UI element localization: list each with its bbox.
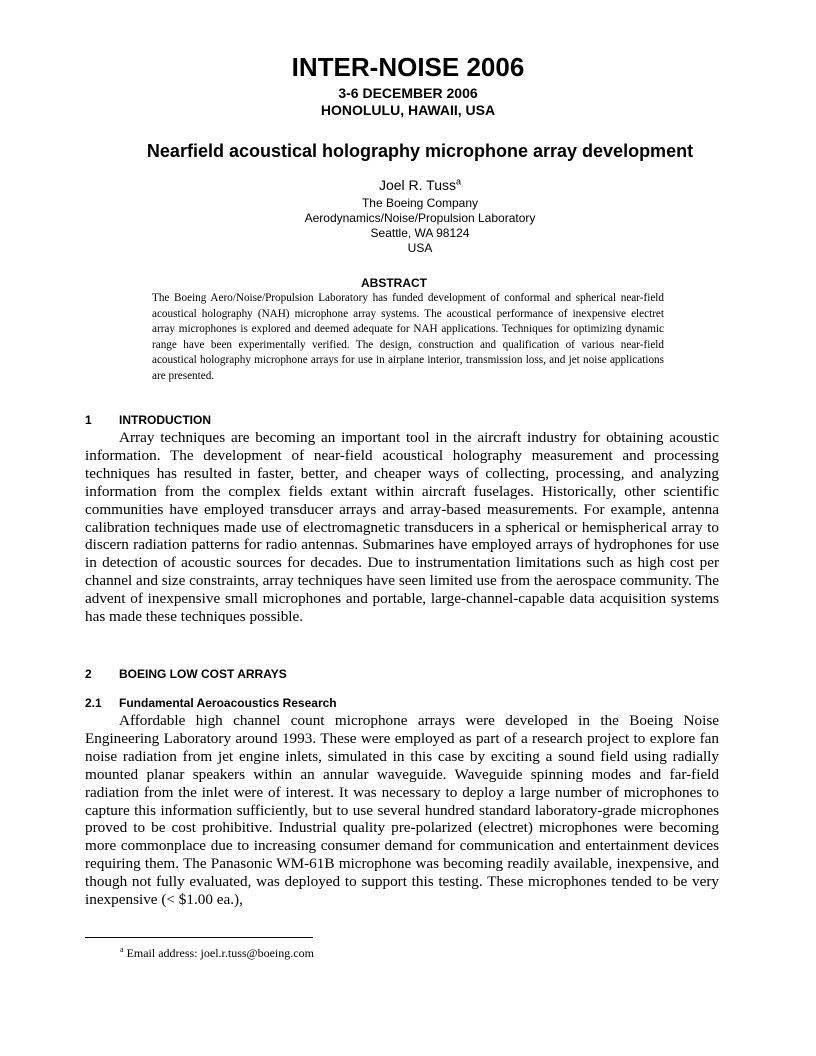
author-footnote-marker: a (456, 176, 462, 187)
paper-title: Nearfield acoustical holography microphone array development (146, 141, 694, 161)
conference-date: 3-6 DECEMBER 2006 (338, 85, 478, 101)
conference-location: HONOLULU, HAWAII, USA (320, 102, 496, 118)
abstract-heading: ABSTRACT (361, 276, 427, 290)
footnote (120, 946, 314, 960)
author-line (0, 176, 816, 194)
section-title: BOEING LOW COST ARRAYS (119, 667, 287, 681)
introduction-paragraph: Array techniques are becoming an important tool in the aircraft industry for obtaining acoustic information. The development of near-field acoustical holography measurement and processing techniques has resulted in faster, better, and cheaper ways of collecting, processing, and analyzing information from the complex fields extant within aircraft fuselages. Historically, other scientific communities have employed transducer arrays and array-based measurements. For example, antenna calibration techniques made use of electromagnetic transducers in a spherical or hemispherical array to discern radiation patterns for radio antennas. Submarines have employed arrays of hydrophones for use in detection of acoustic sources for decades. Due to instrumentation limitations such as high cost per channel and size constraints, array techniques have seen limited use from the aerospace community. The advent of inexpensive small microphones and portable, large-channel-capable data acquisition systems has made these techniques possible. (85, 429, 719, 626)
abstract-text: The Boeing Aero/Noise/Propulsion Laboratory has funded development of conformal and spherical near-field acoustical holography (NAH) microphone array systems. The acoustical performance of inexpensive electret array microphones is explored and deemed adequate for NAH applications. Techniques for optimizing dynamic range have been experimentally verified. The design, construction and qualification of various near-field acoustical holography microphone arrays for use in airplane interior, transmission loss, and jet noise applications are presented. (152, 292, 664, 382)
section-heading-introduction (85, 413, 211, 427)
conference-title: INTER-NOISE 2006 (291, 52, 525, 82)
section-title: INTRODUCTION (119, 413, 211, 427)
footnote-divider (85, 937, 313, 938)
footnote-marker: a (120, 945, 124, 954)
section-heading-low-cost-arrays (85, 667, 287, 681)
subsection-title: Fundamental Aeroacoustics Research (119, 696, 337, 710)
affiliation-lab: Aerodynamics/Noise/Propulsion Laboratory (304, 211, 536, 225)
affiliation-country: USA (407, 241, 433, 255)
section-number: 1 (85, 413, 92, 427)
affiliation-company: The Boeing Company (361, 196, 479, 210)
subsection-heading-fundamental-research (85, 696, 337, 710)
fundamental-research-paragraph: Affordable high channel count microphone arrays were developed in the Boeing Noise Engineering Laboratory around 1993. These were employed as part of a research project to explore fan noise radiation from jet engine inlets, simulated in this case by exciting a sound field using radially mounted planar speakers within an annular waveguide. Waveguide spinning modes and far-field radiation from the inlet were of interest. It was necessary to deploy a large number of microphones to capture this information sufficiently, but to use several hundred standard laboratory-grade microphones proved to be cost prohibitive. Industrial quality pre-polarized (electret) microphones were becoming more commonplace due to increasing consumer demand for communication and entertainment devices requiring them. The Panasonic WM-61B microphone was becoming readily available, inexpensive, and though not fully evaluated, was deployed to support this testing. These microphones tended to be very inexpensive (< $1.00 ea.), (85, 712, 719, 909)
section-number: 2 (85, 667, 92, 681)
author-name: Joel R. Tuss (378, 177, 456, 193)
footnote-text: Email address: joel.r.tuss@boeing.com (126, 946, 314, 960)
subsection-number: 2.1 (85, 696, 102, 710)
affiliation-city: Seattle, WA 98124 (370, 226, 470, 240)
